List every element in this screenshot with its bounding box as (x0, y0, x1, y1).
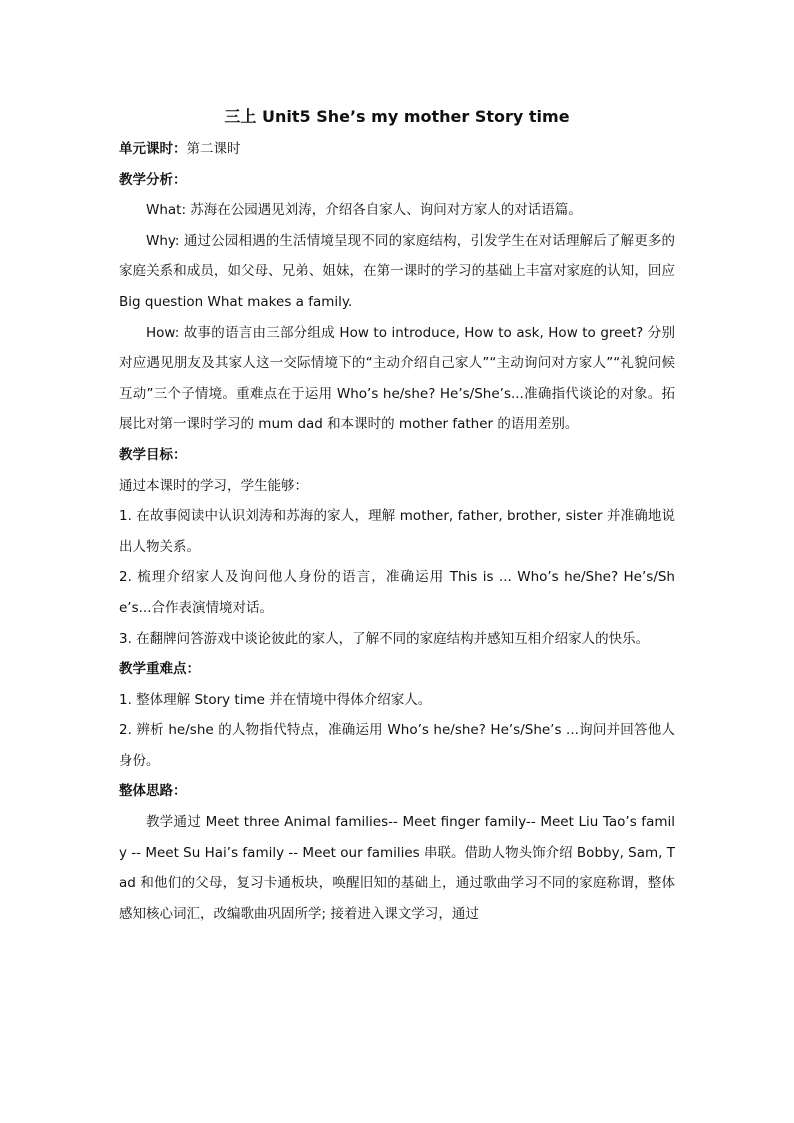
analysis-why: Why: 通过公园相遇的生活情境呈现不同的家庭结构，引发学生在对话理解后了解更多的家庭关系和成员，如父母、兄弟、姐妹，在第一课时的学习的基础上丰富对家庭的认知，回应 Big question What makes a family. (119, 232, 675, 310)
document-title: 三上 Unit5 She’s my mother Story time (224, 107, 570, 126)
overall-text: 教学通过 Meet three Animal families-- Meet finger family-- Meet Liu Tao’s family -- Meet Su Hai’s family -- Meet our families 串联。借助人物头饰介绍 Bobby, Sam, Tad 和他们的父母，复习卡通板块，唤醒旧知的基础上，通过歌曲学习不同的家庭称谓，整体感知核心词汇，改编歌曲巩固所学; 接着进入课文学习，通过 (119, 814, 675, 922)
key-point-item-1: 1. 整体理解 Story time 并在情境中得体介绍家人。 (119, 691, 432, 708)
key-point-item-2: 2. 辨析 he/she 的人物指代特点，准确运用 Who’s he/she? He’s/She’s ...询问并回答他人身份。 (119, 722, 675, 769)
overall-heading: 整体思路： (119, 783, 187, 800)
objective-item-3: 3. 在翻牌问答游戏中谈论彼此的家人，了解不同的家庭结构并感知互相介绍家人的快乐。 (119, 630, 650, 647)
analysis-what: What: 苏海在公园遇见刘涛，介绍各自家人、询问对方家人的对话语篇。 (146, 202, 582, 219)
objective-item-1: 1. 在故事阅读中认识刘涛和苏海的家人，理解 mother, father, brother, sister 并准确地说出人物关系。 (119, 508, 675, 555)
lesson-value: 第二课时 (186, 141, 241, 157)
lesson-label: 单元课时： (119, 141, 187, 157)
analysis-how: How: 故事的语言由三部分组成 How to introduce, How to ask, How to greet? 分别对应遇见朋友及其家人这一交际情境下的“主动介绍自己家人”“主动询问对方家人”“礼貌问候互动”三个子情境。重难点在于运用 Who’s he/she? He’s/She’s...准确指代谈论的对象。拓展比对第一课时学习的 mum dad 和本课时的 mother father 的语用差别。 (119, 324, 675, 433)
document-page (119, 104, 675, 929)
objective-item-2: 2. 梳理介绍家人及询问他人身份的语言，准确运用 This is ... Who’s he/She? He’s/She’s...合作表演情境对话。 (119, 569, 675, 616)
lesson-line (119, 134, 675, 165)
objectives-intro: 通过本课时的学习，学生能够： (119, 477, 308, 494)
objectives-heading: 教学目标： (119, 446, 187, 463)
key-points-heading: 教学重难点： (119, 661, 200, 678)
analysis-heading: 教学分析： (119, 171, 187, 188)
